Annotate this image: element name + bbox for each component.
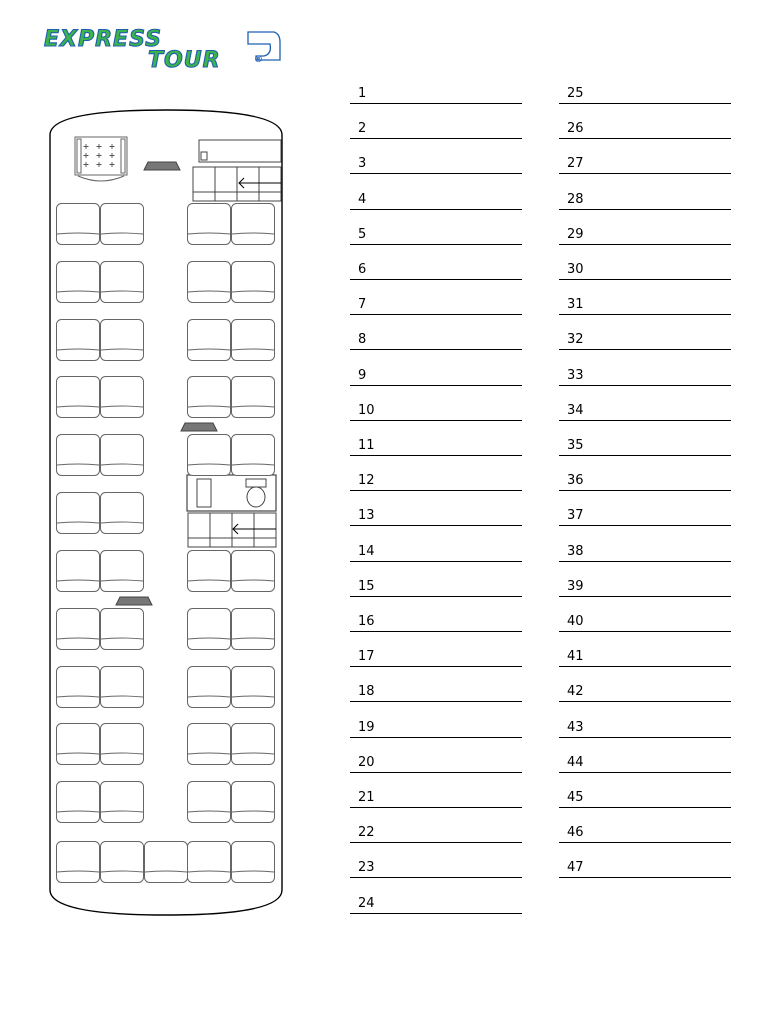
front-door-stairs-icon — [193, 140, 281, 201]
passenger-line[interactable] — [559, 87, 731, 104]
passenger-line[interactable] — [559, 756, 731, 773]
seat — [232, 262, 275, 303]
passenger-number: 38 — [567, 543, 584, 559]
seat — [101, 667, 144, 708]
passenger-line[interactable] — [350, 263, 522, 280]
passenger-number: 7 — [358, 297, 367, 313]
passenger-line[interactable] — [559, 263, 731, 280]
passenger-line[interactable] — [350, 122, 522, 139]
passenger-number: 30 — [567, 262, 584, 277]
passenger-number: 36 — [567, 473, 584, 489]
logo-line-1: EXPRESS — [44, 27, 162, 52]
passenger-number: 29 — [567, 226, 584, 242]
passenger-number: 21 — [358, 790, 375, 805]
seat-row — [57, 609, 275, 650]
seat — [101, 377, 144, 418]
passenger-number: 32 — [567, 332, 584, 348]
passenger-line[interactable] — [350, 474, 522, 491]
passenger-number: 28 — [567, 191, 584, 207]
passenger-line[interactable] — [350, 369, 522, 386]
passenger-line[interactable] — [350, 193, 522, 210]
passenger-line[interactable] — [559, 439, 731, 456]
passenger-number: 14 — [358, 543, 375, 559]
passenger-line[interactable] — [350, 615, 522, 632]
seat-row — [57, 320, 275, 361]
passenger-number: 40 — [567, 614, 584, 629]
passenger-line[interactable] — [350, 439, 522, 456]
passenger-number: 5 — [358, 226, 367, 242]
passenger-number: 23 — [358, 860, 375, 876]
seat — [101, 435, 144, 476]
passenger-number: 13 — [358, 508, 375, 524]
passenger-number: 22 — [358, 825, 375, 841]
seat — [57, 724, 100, 765]
passenger-line[interactable] — [559, 122, 731, 139]
passenger-line[interactable] — [350, 897, 522, 914]
passenger-line[interactable] — [350, 228, 522, 245]
passenger-number: 10 — [358, 402, 375, 418]
passenger-number: 39 — [567, 578, 584, 594]
seat — [101, 609, 144, 650]
seat — [232, 842, 275, 883]
passenger-number: 6 — [358, 262, 367, 277]
seat — [101, 262, 144, 303]
passenger-number: 20 — [358, 754, 375, 770]
console-unit-icon — [144, 162, 180, 170]
passenger-line[interactable] — [559, 193, 731, 210]
passenger-number: 25 — [567, 86, 584, 101]
passenger-number: 43 — [567, 719, 584, 735]
seat-row — [57, 435, 275, 476]
seat — [188, 320, 231, 361]
passenger-line[interactable] — [350, 404, 522, 421]
restroom-icon — [187, 475, 276, 511]
passenger-line[interactable] — [559, 615, 731, 632]
seat-row — [57, 377, 275, 418]
seat-row — [57, 551, 275, 592]
passenger-line[interactable] — [350, 157, 522, 174]
seat — [232, 204, 275, 245]
seat — [57, 842, 100, 883]
passenger-line[interactable] — [559, 228, 731, 245]
passenger-number: 16 — [358, 614, 375, 629]
seat-row — [57, 782, 275, 823]
seat-row — [57, 493, 144, 534]
passenger-line[interactable] — [350, 721, 522, 738]
passenger-number: 1 — [358, 86, 367, 101]
seat — [188, 435, 231, 476]
seat — [188, 667, 231, 708]
seat — [232, 724, 275, 765]
passenger-line[interactable] — [350, 545, 522, 562]
passenger-number: 33 — [567, 367, 584, 383]
passenger-line[interactable] — [559, 298, 731, 315]
seat — [188, 262, 231, 303]
bus-seat-map — [0, 0, 320, 1024]
seat — [188, 724, 231, 765]
seat — [57, 435, 100, 476]
passenger-number: 19 — [358, 719, 375, 735]
passenger-number: 2 — [358, 121, 367, 137]
passenger-number: 34 — [567, 402, 584, 418]
passenger-line[interactable] — [559, 861, 731, 878]
passenger-line[interactable] — [350, 756, 522, 773]
passenger-number: 18 — [358, 684, 375, 700]
seat — [57, 320, 100, 361]
seat — [188, 377, 231, 418]
seat — [232, 667, 275, 708]
seat — [232, 377, 275, 418]
seat — [101, 493, 144, 534]
seat — [232, 609, 275, 650]
seat-row — [57, 667, 275, 708]
passenger-line[interactable] — [350, 298, 522, 315]
seat — [101, 551, 144, 592]
passenger-line[interactable] — [559, 333, 731, 350]
back-seat-row — [57, 842, 275, 883]
driver-seat-icon — [75, 137, 127, 181]
seat — [232, 551, 275, 592]
seat — [232, 320, 275, 361]
passenger-line[interactable] — [559, 474, 731, 491]
seat — [188, 782, 231, 823]
passenger-line[interactable] — [559, 157, 731, 174]
seat — [101, 204, 144, 245]
passenger-line[interactable] — [350, 861, 522, 878]
seat — [57, 667, 100, 708]
passenger-number: 15 — [358, 578, 375, 594]
passenger-number: 11 — [358, 438, 375, 453]
seat — [232, 782, 275, 823]
passenger-line[interactable] — [350, 826, 522, 843]
seat — [101, 782, 144, 823]
seat — [57, 204, 100, 245]
logo-line-2: TOUR — [148, 48, 221, 70]
seat — [57, 609, 100, 650]
passenger-line[interactable] — [559, 685, 731, 702]
seat — [57, 782, 100, 823]
passenger-line[interactable] — [350, 333, 522, 350]
seat — [232, 435, 275, 476]
passenger-number: 42 — [567, 684, 584, 700]
passenger-number: 8 — [358, 332, 367, 348]
passenger-line[interactable] — [559, 509, 731, 526]
seat — [188, 609, 231, 650]
passenger-number: 44 — [567, 754, 584, 770]
passenger-number: 12 — [358, 473, 375, 489]
seat — [57, 262, 100, 303]
passenger-number: 31 — [567, 297, 584, 313]
passenger-number: 4 — [358, 191, 367, 207]
seat — [101, 724, 144, 765]
middle-door-stairs-icon — [188, 513, 276, 547]
passenger-number: 37 — [567, 508, 584, 524]
seat — [188, 551, 231, 592]
seat — [101, 320, 144, 361]
passenger-number: 17 — [358, 649, 375, 665]
passenger-line[interactable] — [559, 545, 731, 562]
console-unit-icon — [116, 597, 152, 605]
passenger-line[interactable] — [559, 580, 731, 597]
seat — [57, 377, 100, 418]
seat — [101, 842, 144, 883]
passenger-number: 35 — [567, 438, 584, 453]
logo-registered-mark: ® — [254, 55, 263, 65]
seat — [188, 842, 231, 883]
passenger-line[interactable] — [559, 404, 731, 421]
passenger-number: 46 — [567, 825, 584, 841]
passenger-number: 27 — [567, 156, 584, 172]
passenger-number: 3 — [358, 156, 367, 172]
seat — [188, 204, 231, 245]
passenger-number: 24 — [358, 895, 375, 911]
passenger-number: 41 — [567, 649, 584, 665]
passenger-line[interactable] — [559, 650, 731, 667]
passenger-line[interactable] — [559, 369, 731, 386]
seat — [145, 842, 188, 883]
passenger-number: 47 — [567, 860, 584, 876]
passenger-number: 26 — [567, 121, 584, 137]
passenger-line[interactable] — [350, 87, 522, 104]
seat-row — [57, 204, 275, 245]
passenger-line[interactable] — [559, 791, 731, 808]
seat-row — [57, 262, 275, 303]
seat-row — [57, 724, 275, 765]
passenger-line[interactable] — [350, 580, 522, 597]
passenger-line[interactable] — [350, 509, 522, 526]
passenger-number: 9 — [358, 367, 367, 383]
passenger-number: 45 — [567, 790, 584, 805]
passenger-line[interactable] — [350, 650, 522, 667]
seat — [57, 551, 100, 592]
console-unit-icon — [181, 423, 217, 431]
seat — [57, 493, 100, 534]
passenger-line[interactable] — [559, 826, 731, 843]
passenger-line[interactable] — [350, 685, 522, 702]
passenger-line[interactable] — [350, 791, 522, 808]
passenger-line[interactable] — [559, 721, 731, 738]
